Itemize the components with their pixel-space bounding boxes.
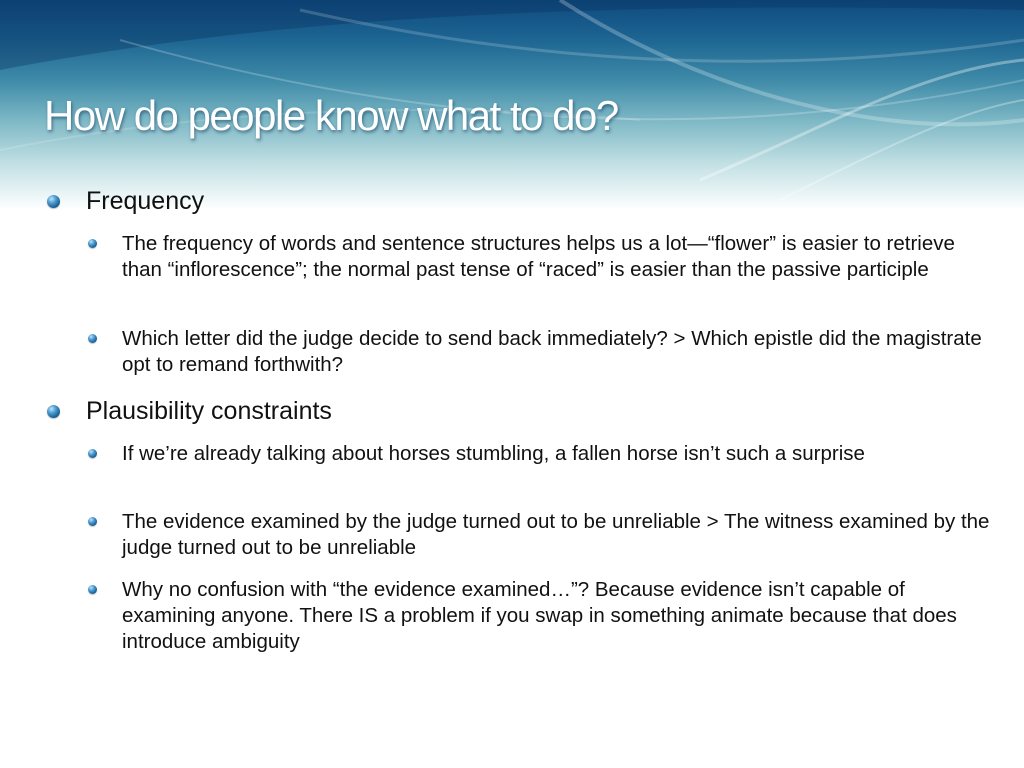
small-blue-sphere-bullet-icon xyxy=(88,585,97,594)
sub-bullet-text: The frequency of words and sentence structures helps us a lot—“flower” is easier to retrieve than “inflorescence”; the normal past tense of “raced” is easier than the passive participle xyxy=(122,232,955,281)
bullet-heading-frequency: Frequency xyxy=(86,187,205,215)
sub-bullet-text: Why no confusion with “the evidence examined…”? Because evidence isn’t capable of examining anyone. There IS a problem if you swap in something animate because that does introduce ambiguity xyxy=(122,578,957,653)
small-blue-sphere-bullet-icon xyxy=(88,449,97,458)
small-blue-sphere-bullet-icon xyxy=(88,239,97,248)
blue-sphere-bullet-icon xyxy=(47,195,60,208)
slide-title: How do people know what to do? xyxy=(44,92,618,139)
bullet-heading-plausibility: Plausibility constraints xyxy=(86,397,332,425)
blue-sphere-bullet-icon xyxy=(47,405,60,418)
small-blue-sphere-bullet-icon xyxy=(88,334,97,343)
sub-bullet-text: If we’re already talking about horses stumbling, a fallen horse isn’t such a surprise xyxy=(122,442,865,465)
small-blue-sphere-bullet-icon xyxy=(88,517,97,526)
sub-bullet-text: Which letter did the judge decide to send back immediately? > Which epistle did the magistrate opt to remand forthwith? xyxy=(122,327,982,376)
sub-bullet-text: The evidence examined by the judge turned out to be unreliable > The witness examined by the judge turned out to be unreliable xyxy=(122,510,990,559)
